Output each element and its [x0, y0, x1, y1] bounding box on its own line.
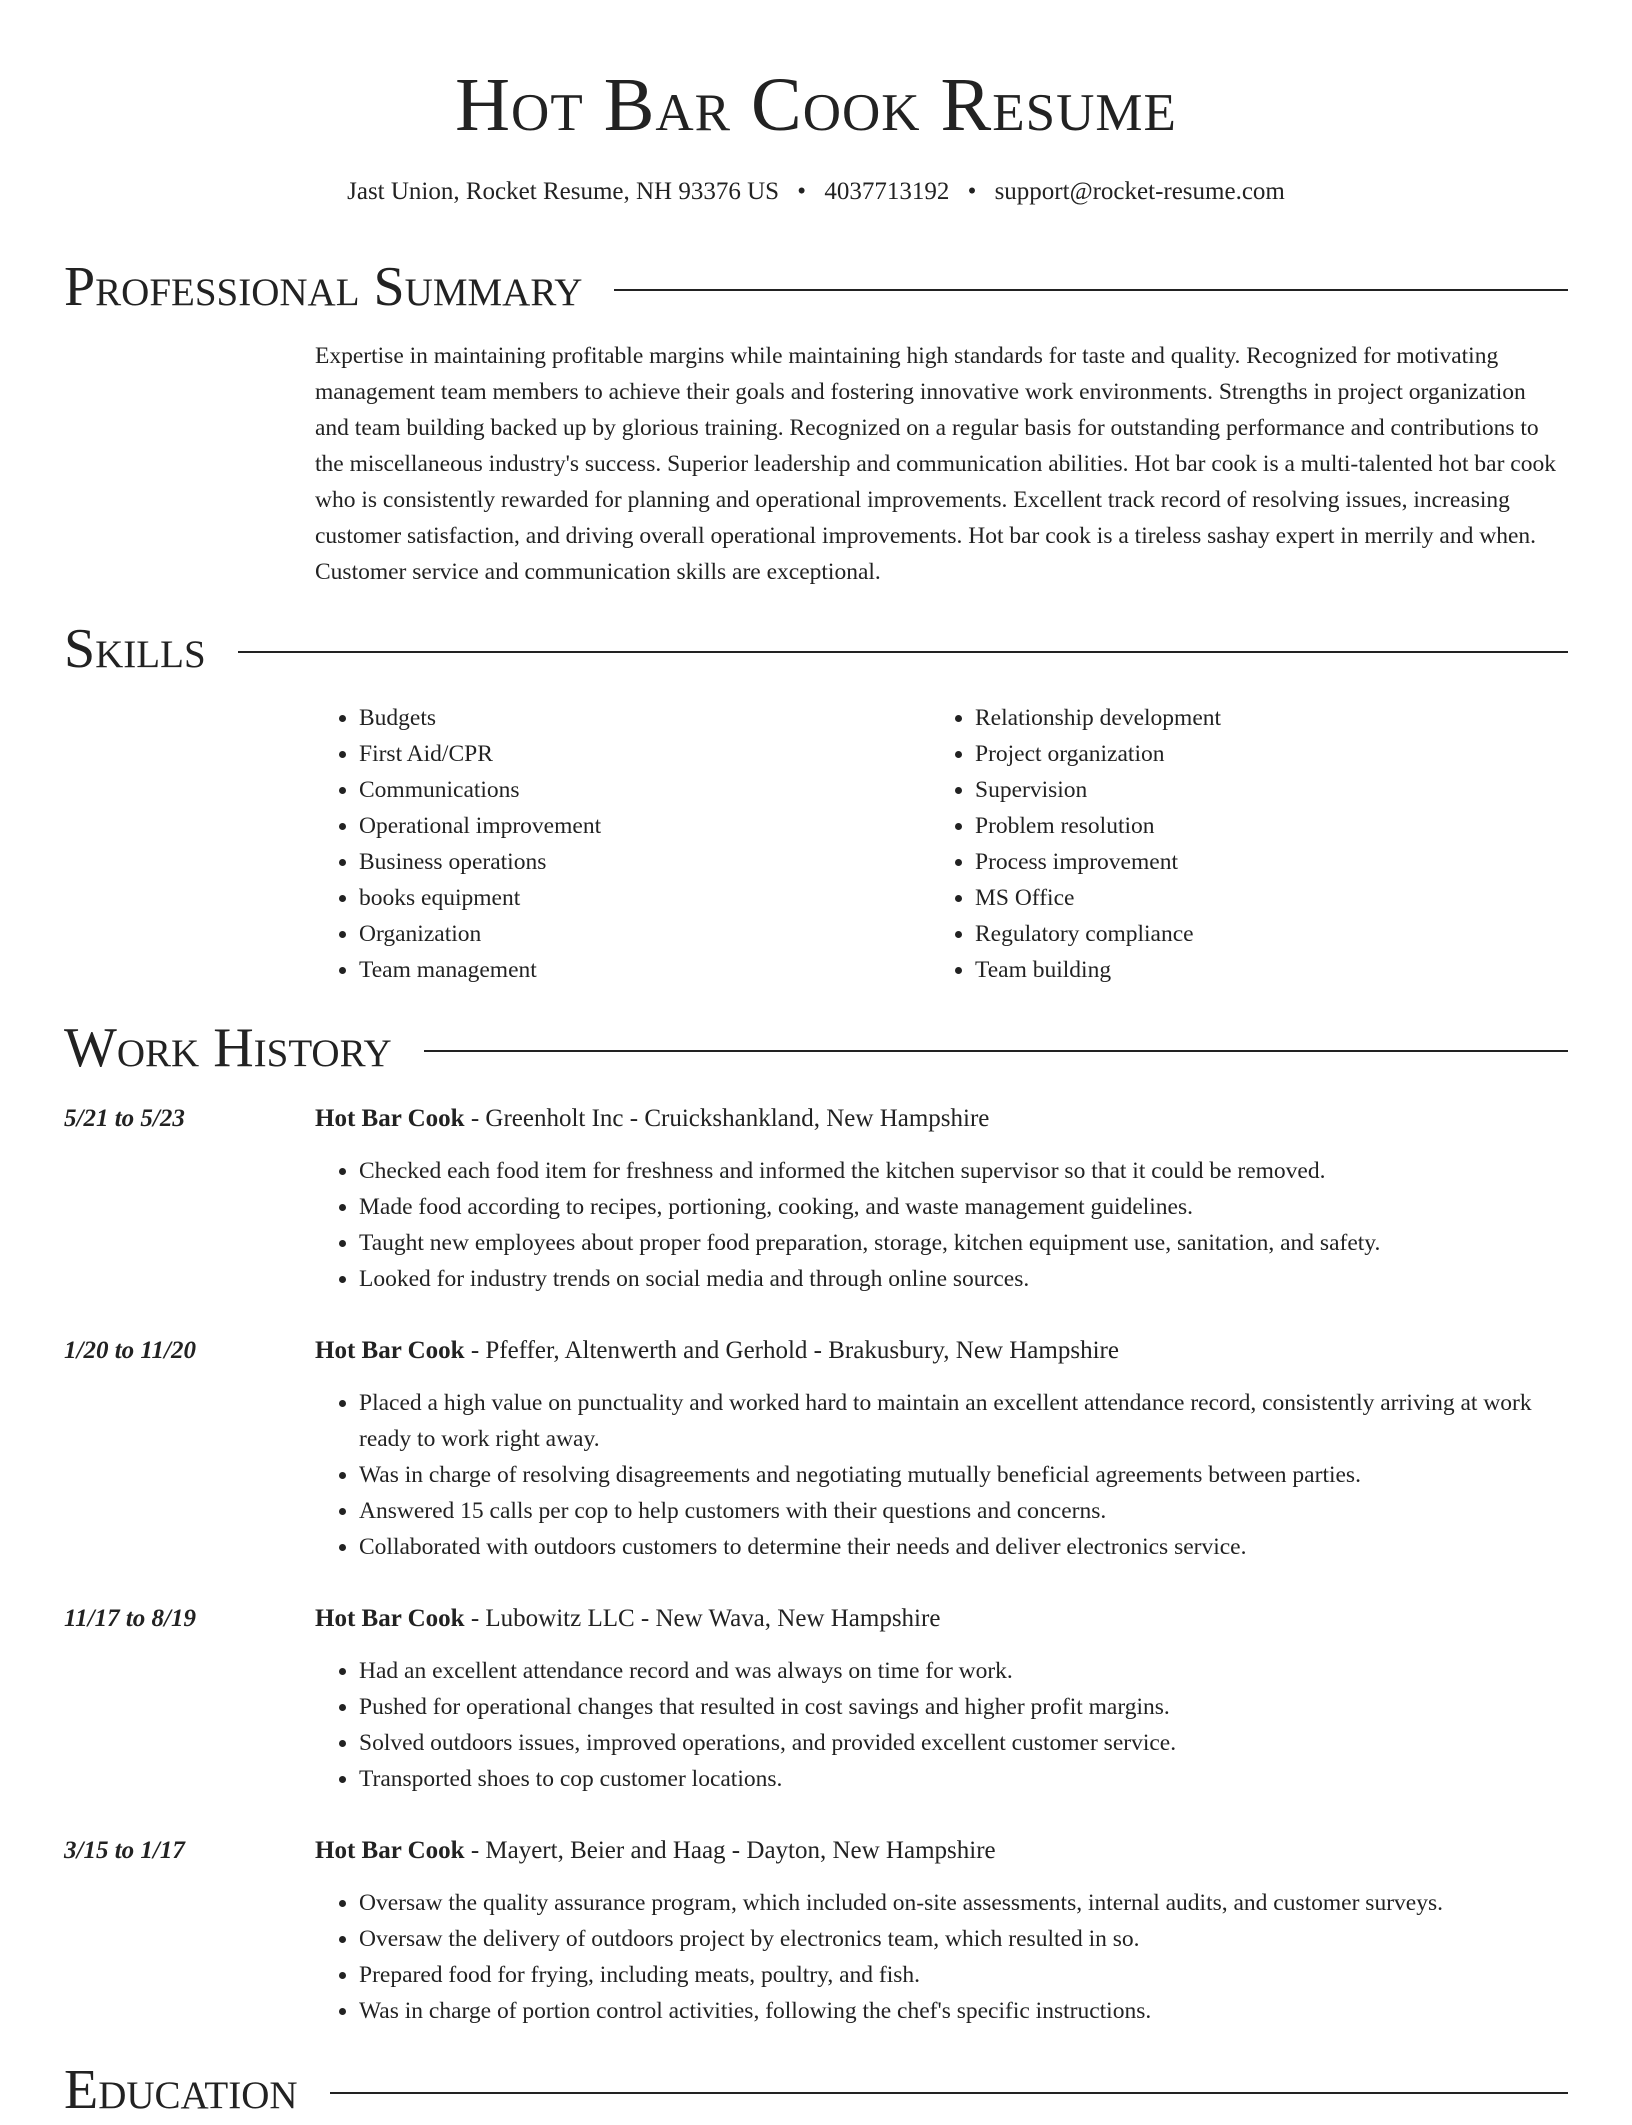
skill-item: • Regulatory compliance: [975, 916, 1547, 952]
job-bullets: [315, 1385, 1568, 1565]
skill-item: • MS Office: [975, 880, 1547, 916]
job-heading: [315, 1331, 1119, 1371]
section-header-education: [64, 2055, 1568, 2125]
job-bullet: • Collaborated with outdoors customers to determine their needs and deliver electronics service.: [359, 1529, 1568, 1565]
section-divider: [238, 651, 1568, 653]
skill-item: • Organization: [359, 916, 931, 952]
job-employer: - Greenholt Inc - Cruickshankland, New Hampshire: [464, 1105, 990, 1132]
job-heading: [315, 1599, 940, 1639]
job-bullet: • Prepared food for frying, including meats, poultry, and fish.: [359, 1957, 1568, 1993]
section-divider: [330, 2092, 1568, 2094]
job-title: Hot Bar Cook: [315, 1105, 465, 1132]
section-header-work-history: [64, 1013, 1568, 1083]
job-bullets: [315, 1653, 1568, 1797]
job-bullet: • Solved outdoors issues, improved operations, and provided excellent customer service.: [359, 1725, 1568, 1761]
job-bullet: • Oversaw the delivery of outdoors project by electronics team, which resulted in so.: [359, 1921, 1568, 1957]
section-title-summary: Professional Summary: [64, 256, 583, 318]
skill-item: • Relationship development: [975, 700, 1547, 736]
skill-item: • Budgets: [359, 700, 931, 736]
section-divider: [424, 1050, 1568, 1052]
skill-item: • Problem resolution: [975, 808, 1547, 844]
summary-text: Expertise in maintaining profitable margins while maintaining high standards for taste and quality. Recognized for motivating management team members to achieve their goals and fostering innovative work environments. Strengths in project organization and team building backed up by glorious training. Recognized on a regular basis for outstanding performance and contributions to the miscellaneous industry's success. Superior leadership and communication abilities. Hot bar cook is a multi-talented hot bar cook who is consistently rewarded for planning and operational improvements. Excellent track record of resolving issues, increasing customer satisfaction, and driving overall operational improvements. Hot bar cook is a tireless sashay expert in merrily and when. Customer service and communication skills are exceptional.: [315, 343, 1556, 585]
job-bullet: • Pushed for operational changes that resulted in cost savings and higher profit margins.: [359, 1689, 1568, 1725]
job-bullet: • Placed a high value on punctuality and worked hard to maintain an excellent attendance record, consistently arriving at work ready to work right away.: [359, 1385, 1568, 1457]
section-header-skills: [64, 614, 1568, 684]
skill-item: • Operational improvement: [359, 808, 931, 844]
section-header-summary: [64, 252, 1568, 322]
job-bullets: [315, 1885, 1568, 2029]
skills-column-right: [931, 700, 1547, 988]
skill-item: • Process improvement: [975, 844, 1547, 880]
skill-item: • First Aid/CPR: [359, 736, 931, 772]
contact-separator: •: [797, 178, 807, 205]
job-title: Hot Bar Cook: [315, 1337, 465, 1364]
job-bullet: • Answered 15 calls per cop to help customers with their questions and concerns.: [359, 1493, 1568, 1529]
job-bullet: • Taught new employees about proper food preparation, storage, kitchen equipment use, sanitation, and safety.: [359, 1225, 1568, 1261]
section-title-work-history: Work History: [64, 1017, 392, 1079]
job-employer: - Mayert, Beier and Haag - Dayton, New Hampshire: [464, 1837, 996, 1864]
job-employer: - Lubowitz LLC - New Wava, New Hampshire: [464, 1605, 941, 1632]
job-title: Hot Bar Cook: [315, 1605, 465, 1632]
section-title-education: Education: [64, 2059, 298, 2121]
job-dates: 3/15 to 1/17: [64, 1837, 185, 1864]
job-heading: [315, 1831, 996, 1871]
job-bullet: • Had an excellent attendance record and was always on time for work.: [359, 1653, 1568, 1689]
skills-column-left: [315, 700, 931, 988]
skill-item: • Business operations: [359, 844, 931, 880]
job-employer: - Pfeffer, Altenwerth and Gerhold - Brakusbury, New Hampshire: [464, 1337, 1119, 1364]
skill-item: • Supervision: [975, 772, 1547, 808]
section-divider: [614, 289, 1568, 291]
job-dates: 1/20 to 11/20: [64, 1337, 196, 1364]
job-title: Hot Bar Cook: [315, 1837, 465, 1864]
job-bullet: • Oversaw the quality assurance program, which included on-site assessments, internal audits, and customer surveys.: [359, 1885, 1568, 1921]
job-heading: [315, 1099, 989, 1139]
job-bullets: [315, 1153, 1568, 1297]
skill-item: • Team building: [975, 952, 1547, 988]
skill-item: • Team management: [359, 952, 931, 988]
job-bullet: • Transported shoes to cop customer locations.: [359, 1761, 1568, 1797]
contact-line: [0, 172, 1632, 212]
job-bullet: • Was in charge of portion control activities, following the chef's specific instructions.: [359, 1993, 1568, 2029]
contact-phone: 4037713192: [824, 178, 950, 205]
skill-item: • Communications: [359, 772, 931, 808]
job-bullet: • Checked each food item for freshness and informed the kitchen supervisor so that it could be removed.: [359, 1153, 1568, 1189]
contact-address: Jast Union, Rocket Resume, NH 93376 US: [347, 178, 780, 205]
contact-separator: •: [967, 178, 977, 205]
skills-list: [315, 700, 1565, 988]
section-title-skills: Skills: [64, 618, 206, 680]
skill-item: • books equipment: [359, 880, 931, 916]
job-dates: 5/21 to 5/23: [64, 1105, 185, 1132]
job-bullet: • Made food according to recipes, portioning, cooking, and waste management guidelines.: [359, 1189, 1568, 1225]
job-dates: 11/17 to 8/19: [64, 1605, 196, 1632]
job-bullet: • Looked for industry trends on social media and through online sources.: [359, 1261, 1568, 1297]
job-bullet: • Was in charge of resolving disagreements and negotiating mutually beneficial agreements between parties.: [359, 1457, 1568, 1493]
page-title: Hot Bar Cook Resume: [455, 63, 1177, 147]
contact-email: support@rocket-resume.com: [994, 178, 1285, 205]
skill-item: • Project organization: [975, 736, 1547, 772]
